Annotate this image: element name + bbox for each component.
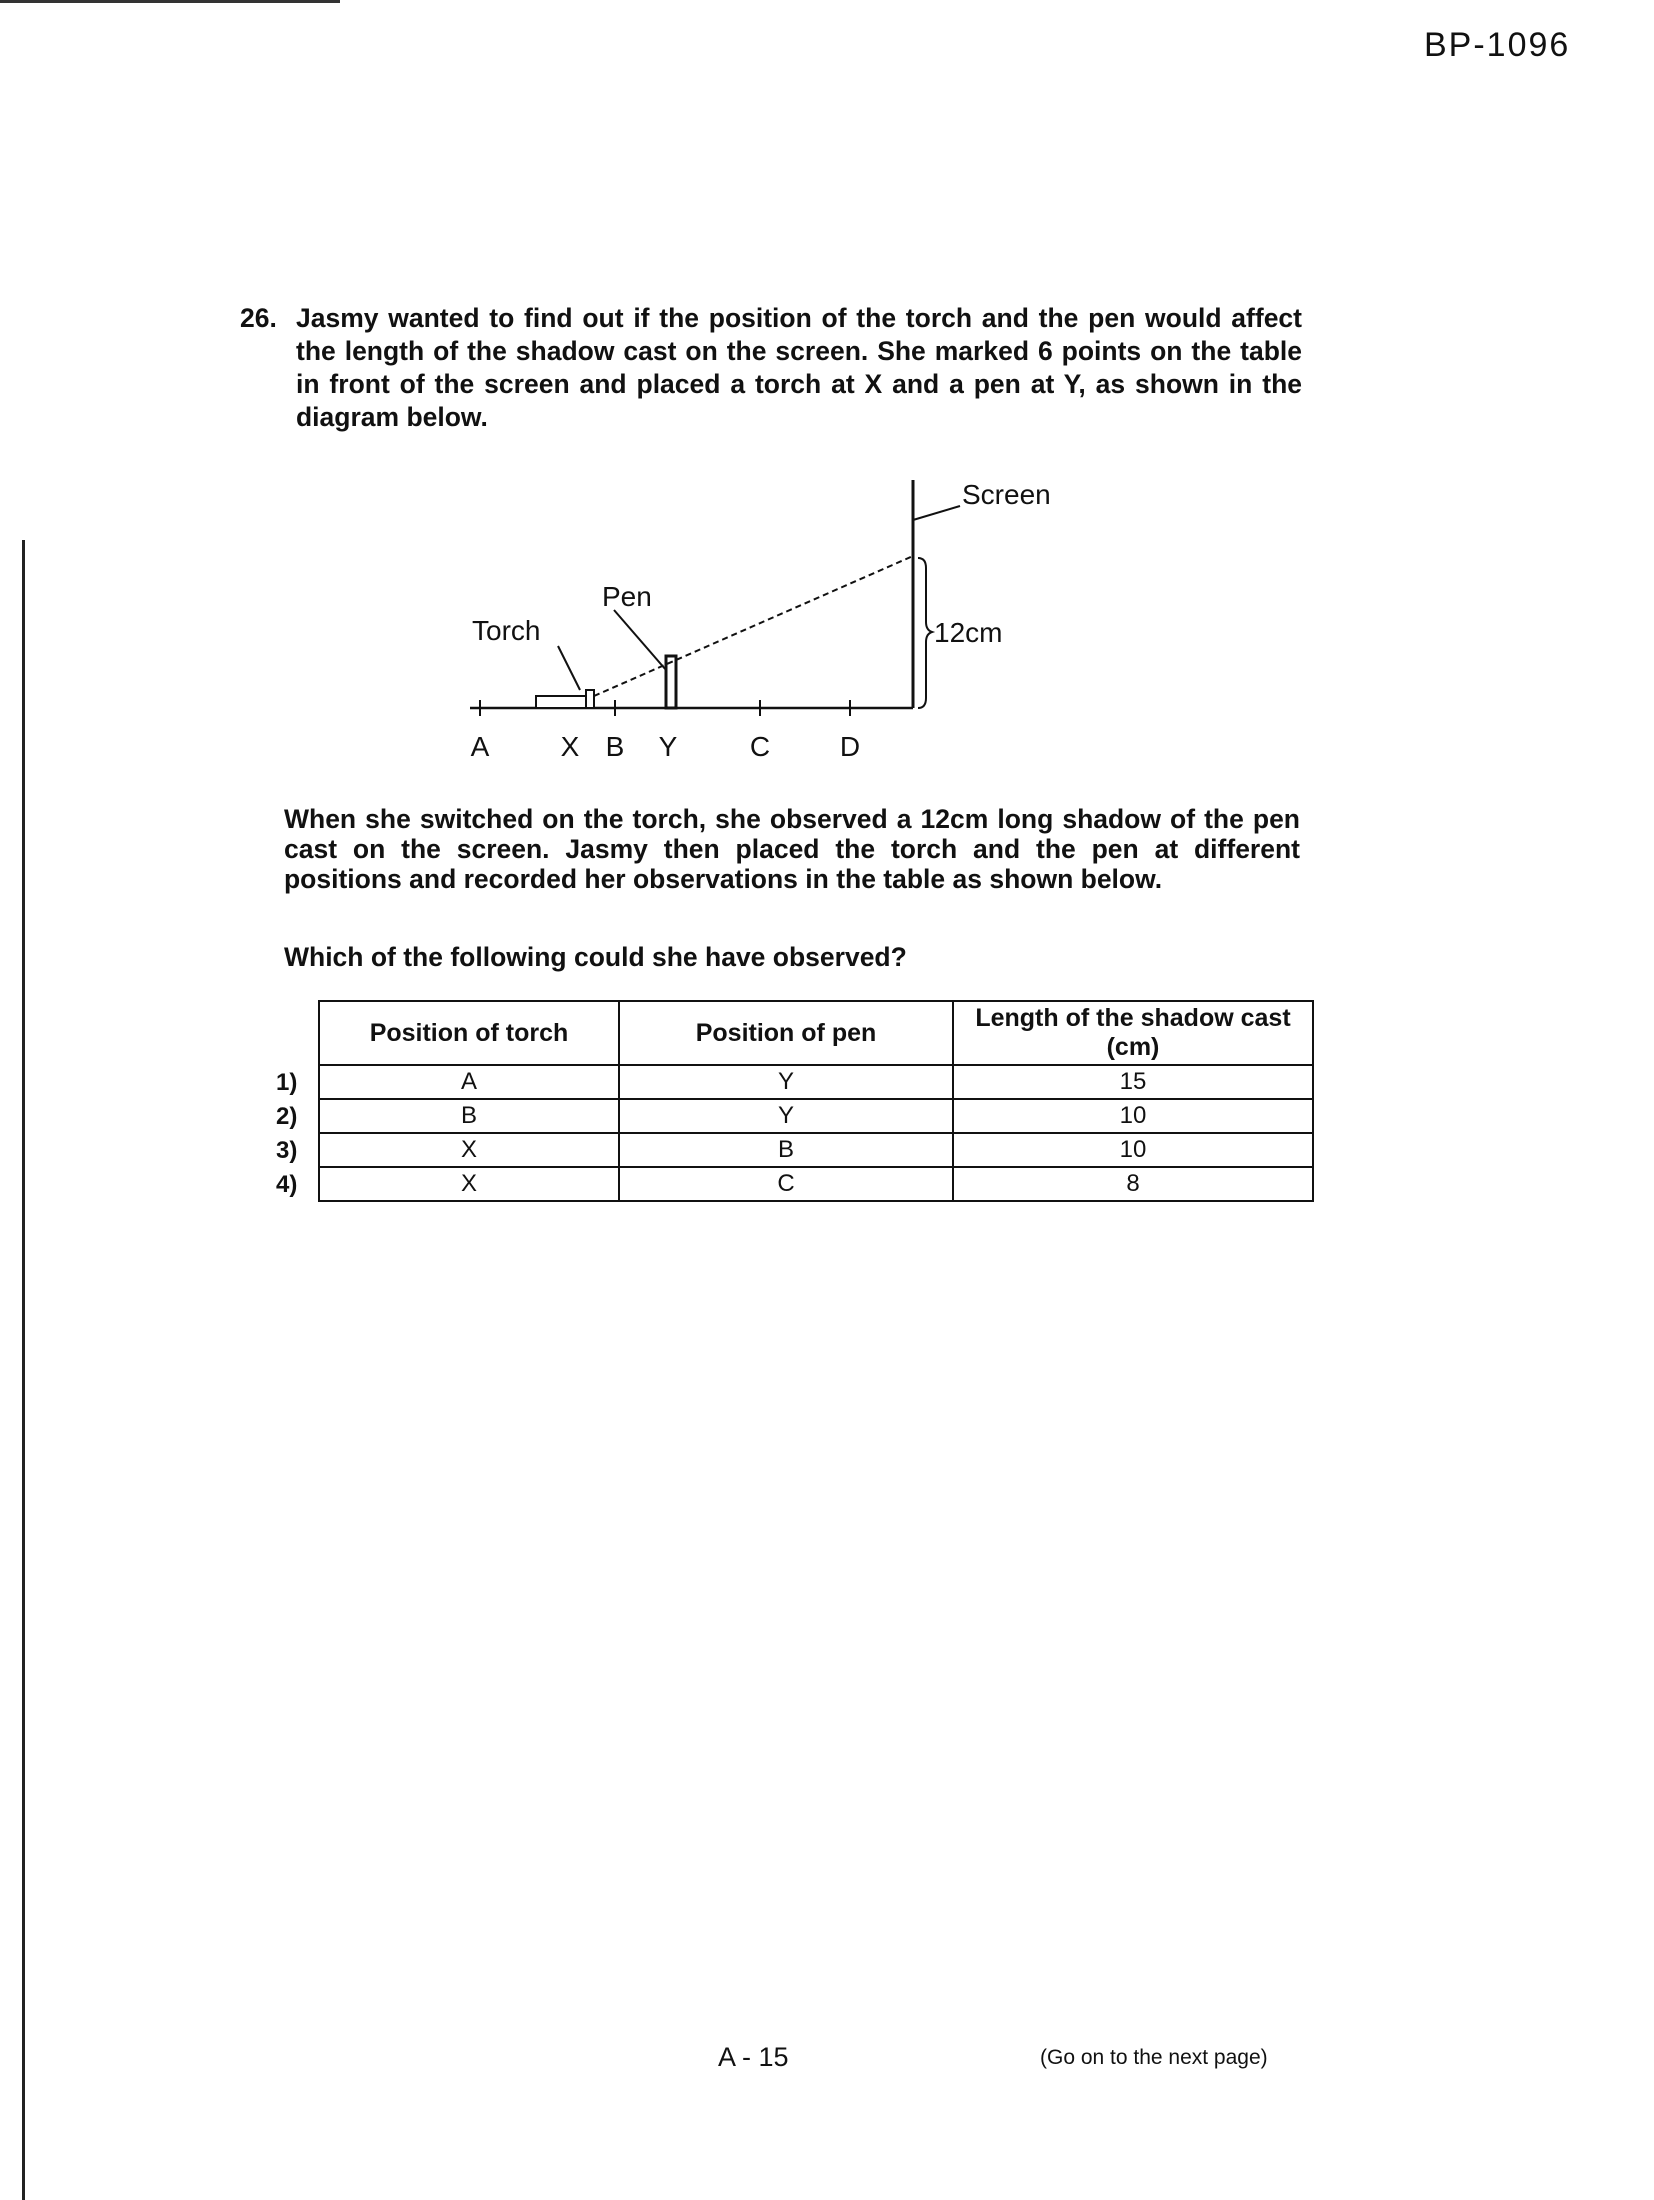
cell-pen: B [619, 1133, 953, 1167]
table-row [319, 1099, 1313, 1133]
header-pen: Position of pen [619, 1001, 953, 1065]
table-row [319, 1065, 1313, 1099]
option-2[interactable]: 2) [276, 1103, 298, 1130]
point-b: B [605, 731, 625, 762]
scan-edge-line [22, 540, 25, 2200]
cell-torch: X [319, 1133, 619, 1167]
option-4[interactable]: 4) [276, 1171, 298, 1198]
header-shadow: Length of the shadow cast (cm) [953, 1001, 1313, 1065]
cell-shadow: 10 [953, 1133, 1313, 1167]
cell-torch: B [319, 1099, 619, 1133]
observation-table [318, 1000, 1314, 1202]
light-ray [594, 556, 913, 696]
torch-label: Torch [472, 615, 541, 646]
torch-pen-screen-diagram [440, 460, 1140, 780]
observation-paragraph: When she switched on the torch, she observed a 12cm long shadow of the pen cast on the screen. Jasmy then placed the torch and the pen at different positions and recorded her observations in the table as shown below. [284, 804, 1300, 894]
point-a: A [470, 731, 490, 762]
measurement-brace [918, 558, 932, 708]
pen-label: Pen [602, 581, 652, 612]
option-1[interactable]: 1) [276, 1069, 298, 1096]
pen-pointer [614, 610, 666, 670]
question-text: Jasmy wanted to find out if the position of the torch and the pen would affect the length of the shadow cast on the screen. She marked 6 points on the table in front of the screen and placed a torch at X and a pen at Y, as shown in the diagram below. [296, 303, 1302, 432]
point-d: D [839, 731, 861, 762]
next-page-note: (Go on to the next page) [1040, 2046, 1268, 2069]
cell-shadow: 8 [953, 1167, 1313, 1201]
screen-pointer [913, 506, 960, 520]
point-c: C [749, 731, 771, 762]
point-x: X [560, 731, 580, 762]
table-row [319, 1133, 1313, 1167]
header-torch: Position of torch [319, 1001, 619, 1065]
page-number: A - 15 [718, 2042, 789, 2072]
option-3[interactable]: 3) [276, 1137, 298, 1164]
cell-pen: Y [619, 1099, 953, 1133]
question-26 [240, 302, 1302, 434]
measurement-label: 12cm [934, 617, 1003, 648]
table-header-row [319, 1001, 1313, 1065]
torch-head [586, 690, 594, 708]
answer-options [276, 1066, 297, 1202]
cell-shadow: 10 [953, 1099, 1313, 1133]
top-rule [0, 0, 340, 3]
cell-shadow: 15 [953, 1065, 1313, 1099]
question-number: 26. [240, 303, 277, 333]
cell-torch: A [319, 1065, 619, 1099]
point-y: Y [658, 731, 678, 762]
cell-pen: Y [619, 1065, 953, 1099]
table-row [319, 1167, 1313, 1201]
screen-label: Screen [962, 479, 1051, 510]
cell-pen: C [619, 1167, 953, 1201]
question-prompt: Which of the following could she have observed? [284, 942, 907, 972]
torch [536, 696, 586, 708]
torch-pointer [558, 646, 580, 690]
cell-torch: X [319, 1167, 619, 1201]
page-code: BP-1096 [1424, 26, 1571, 64]
